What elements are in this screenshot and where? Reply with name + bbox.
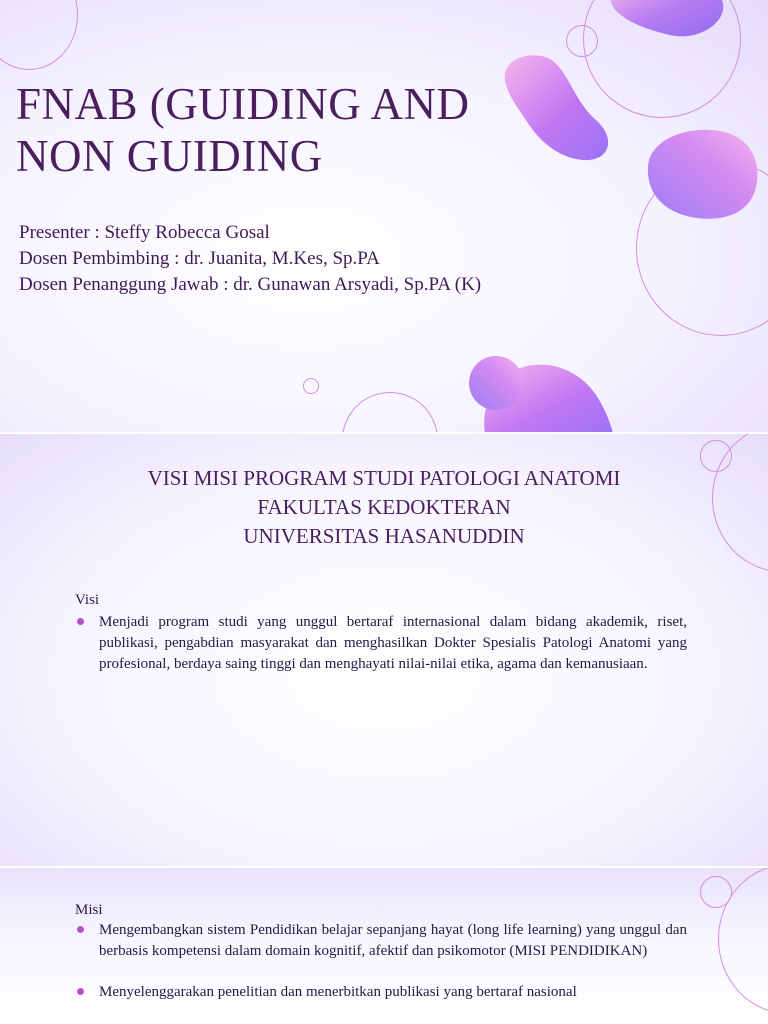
presentation-title-line-2: NON GUIDING <box>16 131 323 181</box>
responsible-lecturer-name: Dosen Penanggung Jawab : dr. Gunawan Arsyadi, Sp.PA (K) <box>19 274 482 295</box>
misi-text-1: Mengembangkan sistem Pendidikan belajar sepanjang hayat (long life learning) yang unggul dan berbasis kompetensi dalam domain kognitif, afektif dan psikomotor (MISI PENDIDIKAN) <box>99 922 687 959</box>
presenter-info <box>19 220 481 298</box>
visi-text: Menjadi program studi yang unggul bertaraf internasional dalam bidang akademik, riset, publikasi, pengabdian masyarakat dan menghasilkan Dokter Spesialis Patologi Anatomi yang profesional, berdaya saing tinggi dan menghayati nilai-nilai etika, agama dan kemanusiaan. <box>99 614 687 672</box>
title-slide <box>0 0 768 432</box>
presentation-title-line-1: FNAB (GUIDING AND <box>16 79 470 129</box>
decorative-ring-small-bottom <box>303 378 319 394</box>
decorative-blob-right <box>642 126 762 222</box>
decorative-blob-top <box>600 0 730 50</box>
vision-mission-title-line-2: FAKULTAS KEDOKTERAN <box>257 495 511 519</box>
list-item <box>75 612 687 675</box>
visi-label: Visi <box>75 592 100 608</box>
misi-text-2: Menyelenggarakan penelitian dan menerbitkan publikasi yang bertaraf nasional <box>99 984 577 1000</box>
bullet-dot-icon <box>77 926 84 933</box>
misi-list <box>75 920 687 1023</box>
presenter-name: Presenter : Steffy Robecca Gosal <box>19 222 270 243</box>
list-item <box>75 920 687 962</box>
visi-list <box>75 612 687 695</box>
vision-mission-title-line-1: VISI MISI PROGRAM STUDI PATOLOGI ANATOMI <box>147 466 621 490</box>
misi-label: Misi <box>75 902 103 918</box>
decorative-ring-bottom <box>342 392 438 432</box>
decorative-blob-drop <box>498 50 618 165</box>
bullet-dot-icon <box>77 618 84 625</box>
vision-mission-title <box>0 464 768 551</box>
supervisor-name: Dosen Pembimbing : dr. Juanita, M.Kes, Sp.PA <box>19 248 380 269</box>
vision-slide <box>0 434 768 866</box>
decorative-ring-top-left <box>0 0 78 70</box>
presentation-title <box>16 78 470 182</box>
list-item <box>75 982 687 1003</box>
decorative-blob-bottom <box>466 355 616 432</box>
mission-slide <box>0 868 768 1024</box>
bullet-dot-icon <box>77 988 84 995</box>
vision-mission-title-line-3: UNIVERSITAS HASANUDDIN <box>243 524 525 548</box>
